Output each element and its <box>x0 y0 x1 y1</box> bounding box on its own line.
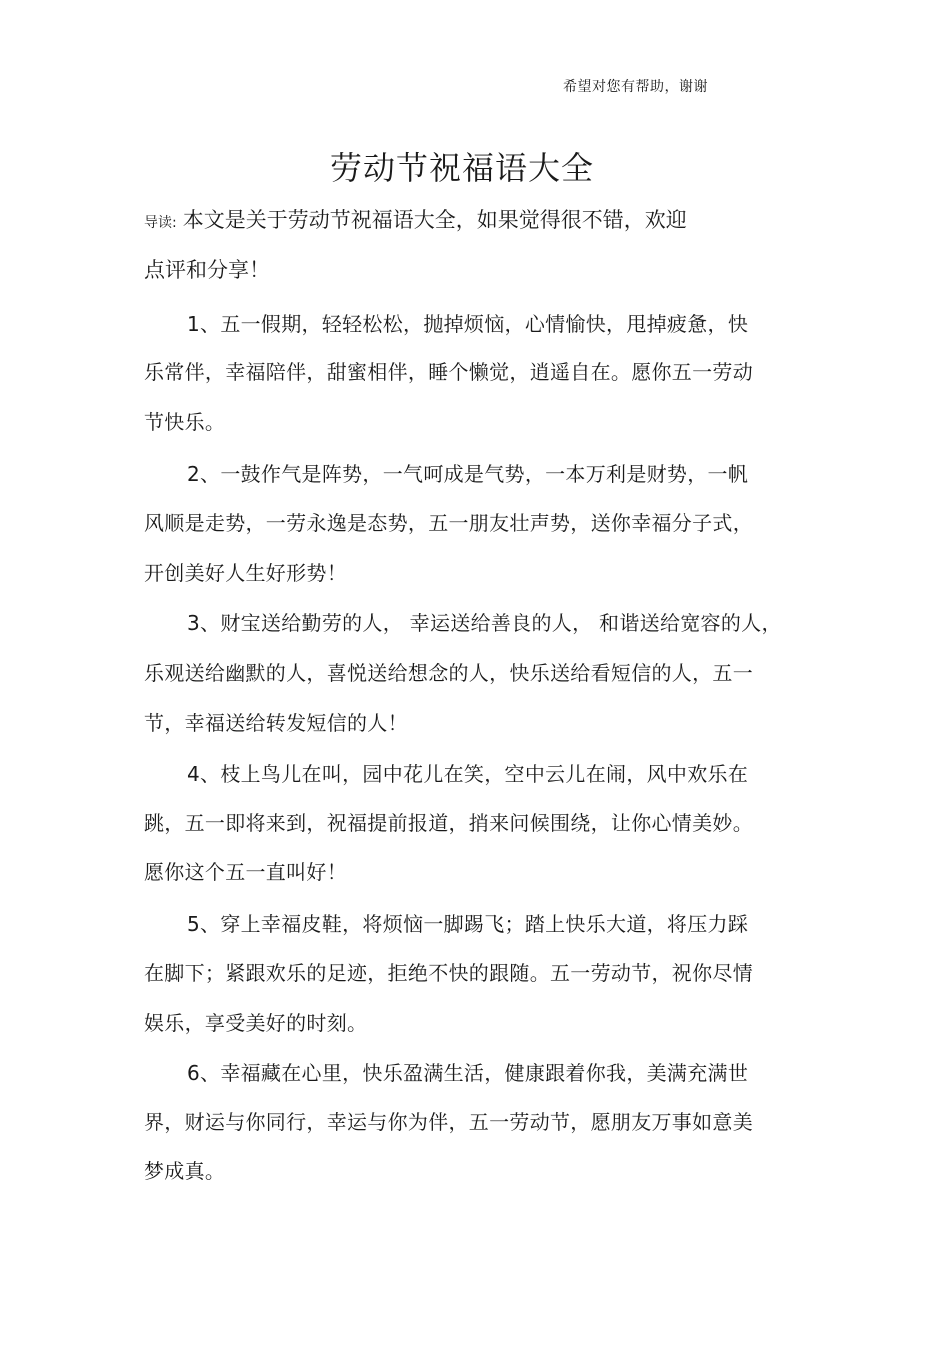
paragraph-line: 在脚下；紧跟欢乐的足迹，拒绝不快的跟随。五一劳动节，祝你尽情 <box>144 961 753 985</box>
header-note: 希望对您有帮助，谢谢 <box>563 79 708 95</box>
intro-line-2: 点评和分享！ <box>144 258 270 282</box>
paragraph-line: 愿你这个五一直叫好！ <box>144 860 347 884</box>
paragraph-line: 梦成真。 <box>144 1159 226 1183</box>
paragraph-line: 4、枝上鸟儿在叫，园中花儿在笑，空中云儿在闹，风中欢乐在 <box>187 762 749 786</box>
paragraph-line: 开创美好人生好形势！ <box>144 561 347 585</box>
intro-text-1: 本文是关于劳动节祝福语大全，如果觉得很不错，欢迎 <box>182 208 687 232</box>
intro-line-1 <box>144 204 687 234</box>
paragraph-line: 3、财宝送给勤劳的人， 幸运送给善良的人， 和谐送给宽容的人， <box>187 611 782 635</box>
page-title: 劳动节祝福语大全 <box>329 149 594 187</box>
paragraph-line: 跳，五一即将来到，祝福提前报道，捎来问候围绕，让你心情美妙。 <box>144 811 753 835</box>
paragraph-line: 1、五一假期，轻轻松松，抛掉烦恼，心情愉快，甩掉疲惫，快 <box>187 312 749 336</box>
intro-label: 导读: <box>144 215 177 231</box>
paragraph-line: 节快乐。 <box>144 410 226 434</box>
paragraph-line: 节，幸福送给转发短信的人！ <box>144 711 408 735</box>
paragraph-line: 乐常伴，幸福陪伴，甜蜜相伴，睡个懒觉，逍遥自在。愿你五一劳动 <box>144 360 753 384</box>
paragraph-line: 娱乐，享受美好的时刻。 <box>144 1011 368 1035</box>
paragraph-line: 界，财运与你同行，幸运与你为伴，五一劳动节，愿朋友万事如意美 <box>144 1110 753 1134</box>
paragraph-line: 风顺是走势，一劳永逸是态势，五一朋友壮声势，送你幸福分子式， <box>144 511 753 535</box>
paragraph-line: 6、幸福藏在心里，快乐盈满生活，健康跟着你我，美满充满世 <box>187 1061 749 1085</box>
paragraph-line: 2、一鼓作气是阵势，一气呵成是气势，一本万利是财势，一帆 <box>187 462 749 486</box>
paragraph-line: 乐观送给幽默的人，喜悦送给想念的人，快乐送给看短信的人，五一 <box>144 661 753 685</box>
paragraph-line: 5、穿上幸福皮鞋，将烦恼一脚踢飞；踏上快乐大道，将压力踩 <box>187 912 749 936</box>
